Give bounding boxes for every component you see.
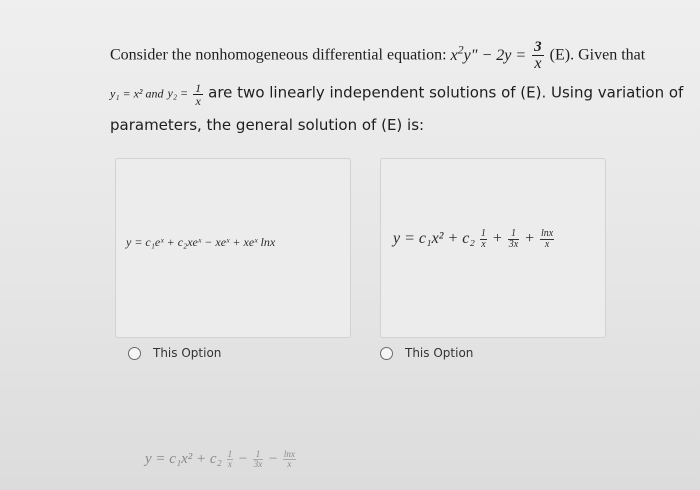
equation-label: (E). Given that [549, 46, 646, 64]
y2-definition: y₂ = $\frac{1}{x}$ [167, 81, 202, 108]
equation: $x^2y$" − 2y = $\frac{3}{x}$ [450, 39, 542, 72]
option-a-label: This Option [153, 346, 222, 360]
question-line-2-text: are two linearly independent solutions of (E). Using variation of [208, 83, 684, 102]
y1-definition: y₁ = x² and [110, 86, 164, 101]
option-a-card[interactable] [115, 158, 351, 338]
question-line-1 [110, 40, 645, 72]
question-line-3: parameters, the general solution of (E) is: [110, 116, 425, 134]
option-a-radio[interactable] [128, 346, 221, 360]
option-b-radio[interactable] [380, 346, 473, 360]
radio-button-b[interactable] [380, 347, 393, 360]
question-line-2 [110, 82, 683, 107]
question-intro: Consider the nonhomogeneous differential equation: [110, 46, 447, 64]
option-a-formula: y = c₁eˣ + c₂xeˣ − xeˣ + xeˣ lnx [126, 235, 276, 249]
equation-fraction: $\frac{3}{x}$ [534, 39, 542, 72]
option-b-card[interactable] [380, 158, 606, 338]
option-c-formula: y = c₁x² + c₂ $\frac{1}{x}$ − $\frac{1}{3x}$ − $\frac{\ln x}{x}$ [145, 449, 295, 469]
radio-button-a[interactable] [128, 347, 141, 360]
option-b-formula: y = c₁x² + c₂ $\frac{1}{x}$ + $\frac{1}{3x}$ + $\frac{\ln x}{x}$ [393, 228, 554, 250]
option-b-label: This Option [405, 346, 474, 360]
